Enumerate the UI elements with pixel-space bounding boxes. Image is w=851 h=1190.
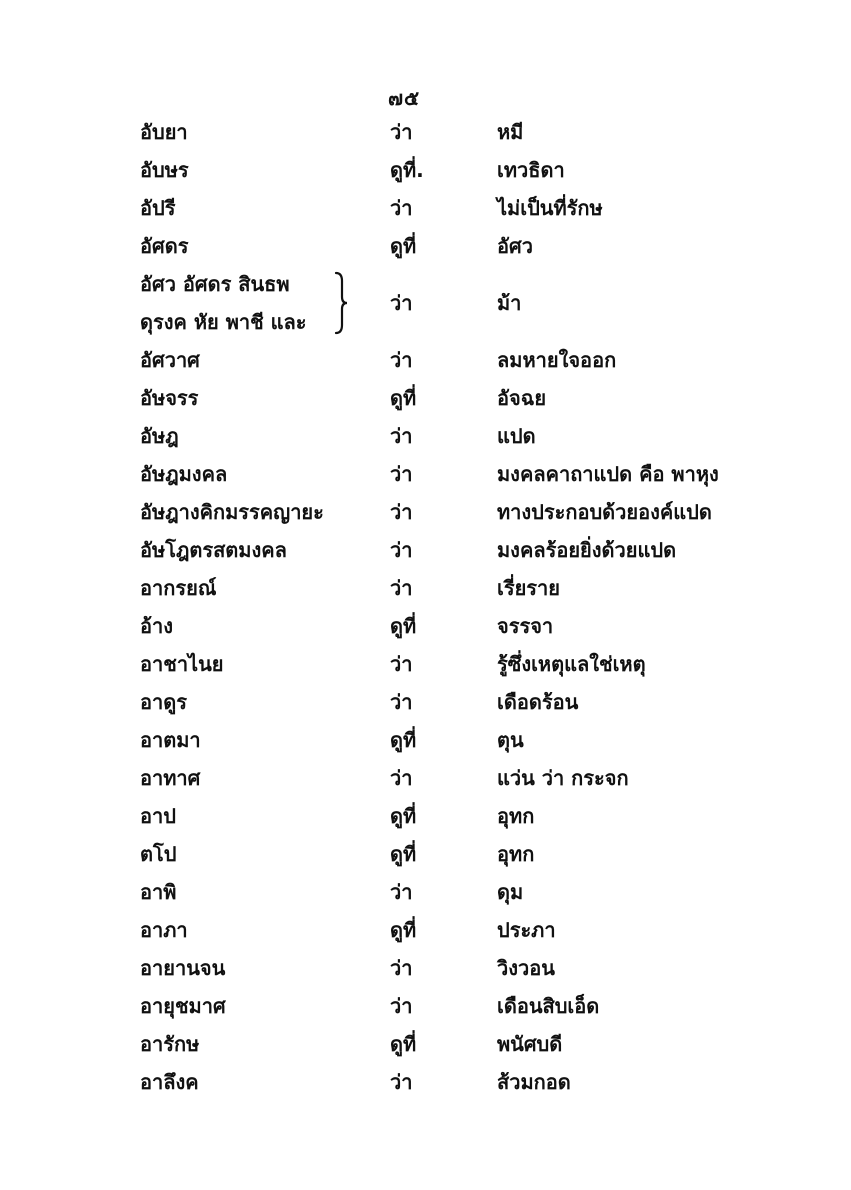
entry-row (0, 341, 851, 379)
entry-meaning: ตุน (497, 728, 524, 752)
entry-meaning: อุทก (497, 842, 535, 866)
entry-relation: ว่า (390, 462, 413, 486)
entry-row (0, 227, 851, 265)
entry-term: อายุชมาศ (140, 994, 226, 1018)
entry-relation: ดูที่ (390, 614, 417, 638)
entry-term: อาดูร (140, 690, 187, 714)
entry-term: อัษฎ (140, 424, 179, 448)
entry-term: ตโป (140, 842, 177, 866)
entry-meaning: เรี่ยราย (497, 576, 560, 600)
entry-row (0, 759, 851, 797)
entry-relation: ว่า (390, 1070, 413, 1094)
entry-relation: ว่า (390, 690, 413, 714)
entry-relation: ดูที่ (390, 234, 417, 258)
entry-meaning: มงคลคาถาแปด คือ พาหุง (497, 462, 719, 486)
entry-row (0, 113, 851, 151)
entry-term: อัษฎมงคล (140, 462, 228, 486)
entry-row (0, 835, 851, 873)
entry-meaning: แปด (497, 424, 536, 448)
entry-meaning: อุทก (497, 804, 535, 828)
entry-row (0, 417, 851, 455)
entry-row (0, 949, 851, 987)
entry-relation: ดูที่ (390, 728, 417, 752)
entry-meaning: วิงวอน (497, 956, 555, 980)
entry-relation: ว่า (390, 348, 413, 372)
entry-relation: ดูที่. (390, 158, 424, 182)
entry-meaning: ประภา (497, 918, 556, 942)
entry-term-line: อัศว อัศดร สินธพ (140, 272, 290, 296)
entry-row (0, 379, 851, 417)
page-number: ๗๕ (388, 86, 421, 110)
entry-meaning: อัจฉย (497, 386, 547, 410)
entry-row (0, 873, 851, 911)
entry-row (0, 569, 851, 607)
entry-relation: ว่า (390, 576, 413, 600)
entry-term: อ้าง (140, 614, 174, 638)
entry-meaning: ไม่เป็นที่รักษ (497, 196, 603, 220)
entry-meaning: พนัศบดี (497, 1032, 563, 1056)
entry-row (0, 797, 851, 835)
entry-meaning: แว่น ว่า กระจก (497, 766, 629, 790)
entry-row (0, 1063, 851, 1101)
entry-relation: ว่า (390, 120, 413, 144)
entry-relation: ว่า (390, 291, 413, 315)
entry-meaning: ม้า (497, 291, 522, 315)
entry-meaning: เดือนสิบเอ็ด (497, 994, 600, 1018)
entry-relation: ดูที่ (390, 842, 417, 866)
entry-relation: ว่า (390, 880, 413, 904)
entry-relation: ว่า (390, 766, 413, 790)
entry-term: อาพิ (140, 880, 177, 904)
entry-meaning: จรรจา (497, 614, 554, 638)
entry-meaning: ส้วมกอด (497, 1070, 571, 1094)
entry-row (0, 1025, 851, 1063)
entry-relation: ดูที่ (390, 386, 417, 410)
entry-row (0, 189, 851, 227)
entry-meaning: อัศว (497, 234, 533, 258)
entry-term: อัปรี (140, 196, 176, 220)
entry-row (0, 455, 851, 493)
entry-term: อารักษ (140, 1032, 200, 1056)
entry-term: อาป (140, 804, 176, 828)
entry-meaning: รู้ซึ่งเหตุแลใช่เหตุ (497, 652, 646, 676)
entry-meaning: ดุม (497, 880, 524, 904)
entry-row (0, 151, 851, 189)
entry-row (0, 493, 851, 531)
entry-term: อากรยณ์ (140, 576, 217, 600)
entry-relation: ว่า (390, 500, 413, 524)
entry-row (0, 607, 851, 645)
entry-row (0, 911, 851, 949)
entry-term: อาลึงค (140, 1070, 199, 1094)
entry-term: อัษฎางคิกมรรคญายะ (140, 500, 324, 524)
entry-meaning: ลมหายใจออก (497, 348, 617, 372)
entry-relation: ดูที่ (390, 1032, 417, 1056)
entry-term-group (140, 265, 307, 341)
entry-term-line: ดุรงค หัย พาชี และ (140, 310, 307, 334)
entry-relation: ว่า (390, 196, 413, 220)
entry-relation: ว่า (390, 652, 413, 676)
entry-meaning: ทางประกอบด้วยองค์แปด (497, 500, 712, 524)
entry-row (0, 645, 851, 683)
entry-row (0, 683, 851, 721)
entry-term: อาทาศ (140, 766, 201, 790)
entry-term: อาตมา (140, 728, 201, 752)
entry-meaning: มงคลร้อยยิ่งด้วยแปด (497, 538, 677, 562)
entry-term: อัศดร (140, 234, 189, 258)
entry-row (0, 721, 851, 759)
entry-relation: ว่า (390, 424, 413, 448)
entry-list (0, 113, 851, 1101)
entry-term: อับษร (140, 158, 189, 182)
entry-term: อายานจน (140, 956, 226, 980)
entry-relation: ดูที่ (390, 804, 417, 828)
entry-term: อาชาไนย (140, 652, 224, 676)
entry-row (0, 531, 851, 569)
entry-meaning: เดือดร้อน (497, 690, 579, 714)
entry-relation: ว่า (390, 956, 413, 980)
entry-row-grouped (0, 265, 851, 341)
entry-relation: ว่า (390, 994, 413, 1018)
entry-term: อับยา (140, 120, 188, 144)
entry-row (0, 987, 851, 1025)
entry-meaning: เทวธิดา (497, 158, 565, 182)
entry-meaning: หมี (497, 120, 524, 144)
right-brace-icon (334, 271, 348, 335)
entry-term: อัศวาศ (140, 348, 200, 372)
entry-relation: ว่า (390, 538, 413, 562)
entry-term: อาภา (140, 918, 188, 942)
entry-term: อัษโฎตรสตมงคล (140, 538, 287, 562)
entry-relation: ดูที่ (390, 918, 417, 942)
entry-term: อัษจรร (140, 386, 199, 410)
